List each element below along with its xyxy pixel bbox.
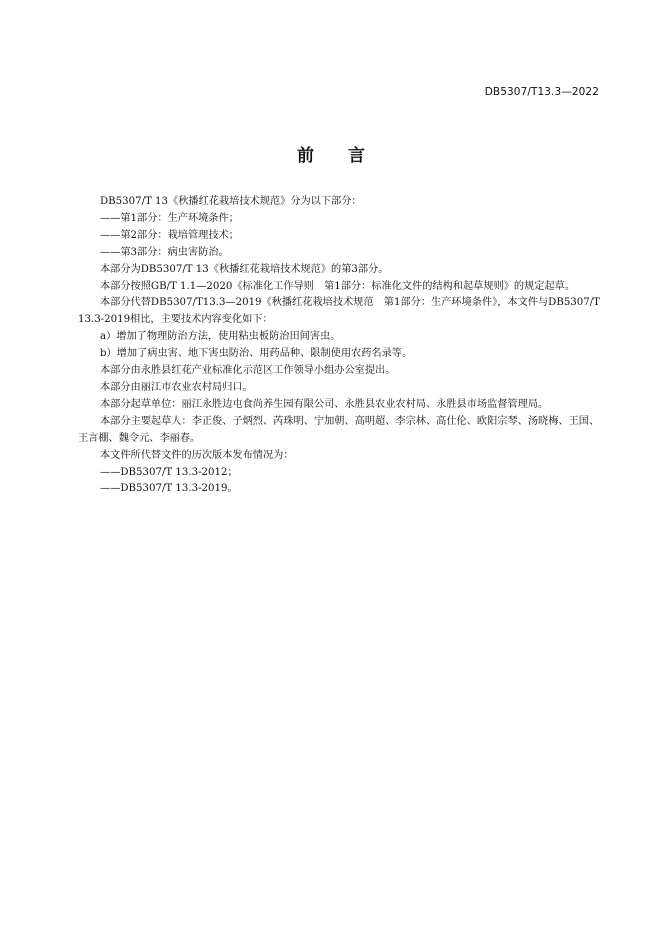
paragraph-parts-intro: DB5307/T 13《秋播红花栽培技术规范》分为以下部分： [100, 196, 362, 207]
paragraph-proposer: 本部分由永胜县红花产业标准化示范区工作领导小组办公室提出。 [100, 365, 396, 377]
paragraph-drafting-units: 本部分起草单位：丽江永胜边屯食尚养生园有限公司、永胜县农业农村局、永胜县市场监督管理局。 [100, 398, 549, 410]
list-item-part1: ——第1部分：生产环境条件； [100, 212, 239, 224]
foreword-body [78, 194, 602, 498]
paragraph-drafters: 本部分主要起草人：李正俊、子炳烈、芮珠明、宁加朝、高明超、李宗林、高仕伦、欧阳宗琴、汤晓梅、王国、王言棚、魏令元、李丽春。 [78, 415, 600, 444]
change-item-b: b）增加了病虫害、地下害虫防治、用药品种、限制使用农药名录等。 [100, 348, 413, 360]
paragraph-replacement: 本部分代替DB5307/T13.3—2019《秋播红花栽培技术规范 第1部分：生产环境条件》，本文件与DB5307/T 13.3-2019相比，主要技术内容变化如下： [78, 297, 600, 326]
paragraph-centralized: 本部分由丽江市农业农村局归口。 [100, 381, 253, 393]
list-item-part2: ——第2部分：栽培管理技术； [100, 229, 239, 241]
title-char-2: 言 [348, 146, 365, 166]
history-item-2019: ——DB5307/T 13.3-2019。 [100, 483, 238, 495]
standard-code: DB5307/T13.3—2022 [484, 86, 599, 98]
paragraph-this-part: 本部分为DB5307/T 13《秋播红花栽培技术规范》的第3部分。 [100, 263, 389, 275]
title-char-1: 前 [297, 146, 314, 166]
page-title [0, 141, 662, 166]
history-item-2012: ——DB5307/T 13.3-2012； [100, 466, 238, 478]
list-item-part3: ——第3部分：病虫害防治。 [100, 246, 229, 258]
paragraph-history: 本文件所代替文件的历次版本发布情况为： [100, 449, 294, 461]
change-item-a: a）增加了物理防治方法，使用粘虫板防治田间害虫。 [100, 331, 341, 343]
paragraph-drafting-rules: 本部分按照GB/T 1.1—2020《标准化工作导则 第1部分：标准化文件的结构和起草规则》的规定起草。 [100, 280, 576, 292]
